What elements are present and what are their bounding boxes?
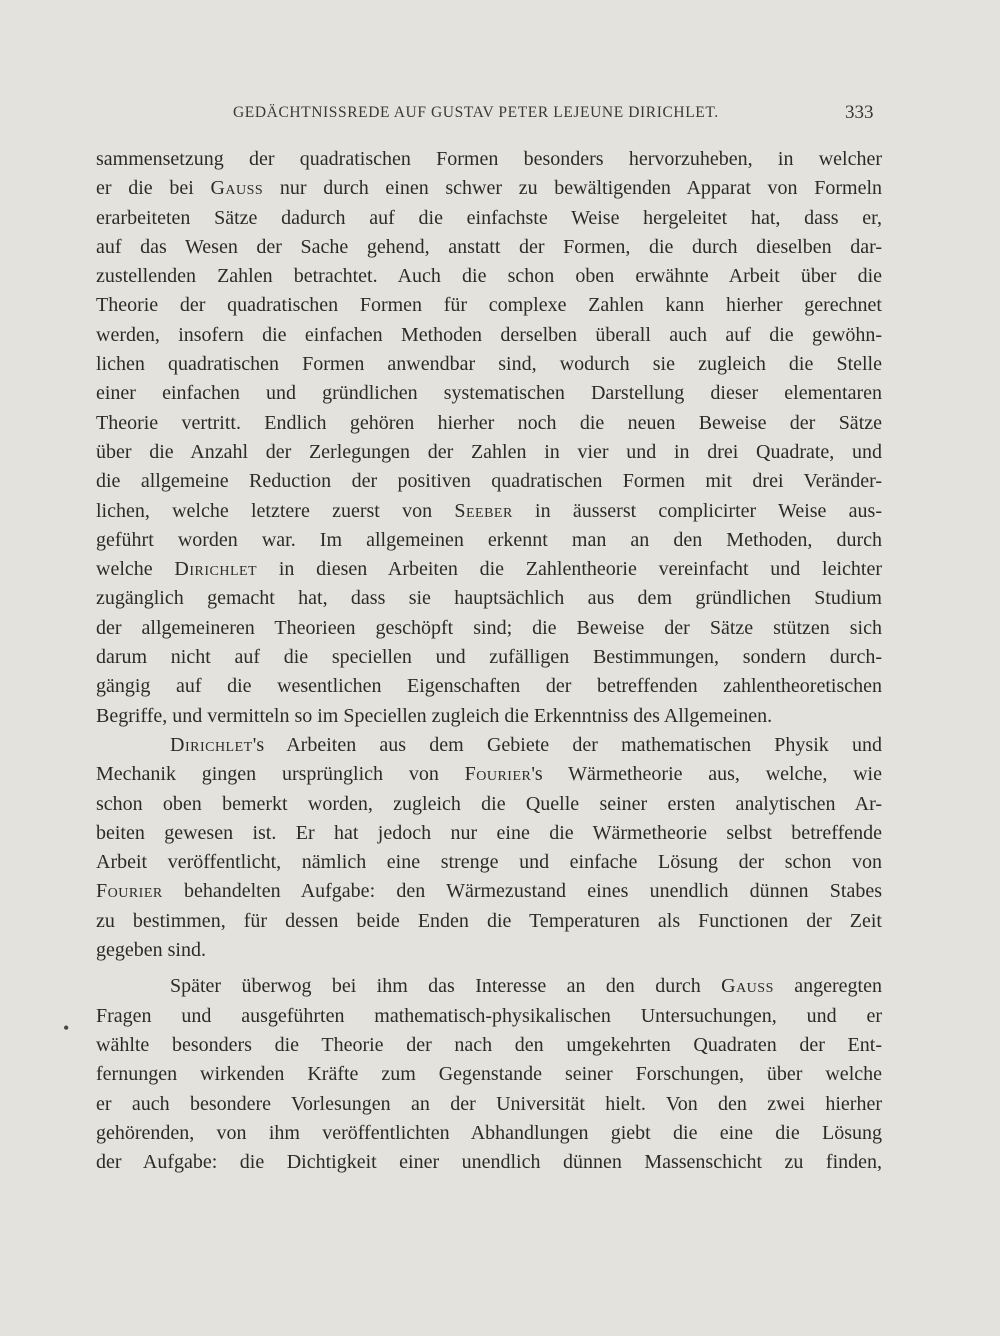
text-line [96, 1060, 882, 1089]
text-line [96, 145, 882, 174]
text-segment: Arbeit veröffentlicht, nämlich eine strenge und einfache Lösung der schon von [96, 851, 882, 874]
text-segment: geführt worden war. Im allgemeinen erkennt man an den Methoden, durch [96, 528, 882, 551]
text-line [96, 790, 882, 819]
text-segment: 's Wärmetheorie aus, welche, wie [531, 763, 882, 786]
text-line [96, 291, 882, 320]
text-segment: auf das Wesen der Sache gehend, anstatt der Formen, die durch dieselben dar- [96, 235, 882, 258]
author-name: Gauss [210, 177, 264, 200]
text-segment: lichen quadratischen Formen anwendbar sind, wodurch sie zugleich die Stelle [96, 353, 882, 376]
author-name: Seeber [454, 499, 513, 522]
text-segment: er die bei [96, 177, 211, 200]
text-line [96, 643, 882, 672]
page-number: 333 [845, 102, 874, 123]
text-line [96, 672, 882, 701]
text-segment: schon oben bemerkt worden, zugleich die Quelle seiner ersten analytischen Ar- [96, 792, 882, 815]
text-line [96, 350, 882, 379]
body-text [96, 145, 882, 1177]
text-segment: gegeben sind. [96, 939, 206, 962]
text-segment: 's Arbeiten aus dem Gebiete der mathematischen Physik und [252, 733, 882, 756]
text-segment: in äusserst complicirter Weise aus- [512, 499, 882, 522]
text-segment: Theorie der quadratischen Formen für complexe Zahlen kann hierher gerechnet [96, 294, 882, 317]
text-segment: zugänglich gemacht hat, dass sie hauptsächlich aus dem gründlichen Studium [96, 587, 882, 610]
text-segment: wählte besonders die Theorie der nach den umgekehrten Quadraten der Ent- [96, 1033, 882, 1056]
text-line [96, 731, 882, 760]
text-segment: fernungen wirkenden Kräfte zum Gegenstande seiner Forschungen, über welche [96, 1063, 882, 1086]
text-segment: Theorie vertritt. Endlich gehören hierher noch die neuen Beweise der Sätze [96, 411, 882, 434]
running-header [0, 104, 1000, 134]
text-line [96, 233, 882, 262]
text-line [96, 555, 882, 584]
text-segment: beiten gewesen ist. Er hat jedoch nur eine die Wärmetheorie selbst betreffende [96, 821, 882, 844]
text-line [96, 467, 882, 496]
text-segment: erarbeiteten Sätze dadurch auf die einfachste Weise hergeleitet hat, dass er, [96, 206, 882, 229]
text-segment: einer einfachen und gründlichen systematischen Darstellung dieser elementaren [96, 382, 882, 405]
text-segment: über die Anzahl der Zerlegungen der Zahlen in vier und in drei Quadrate, und [96, 440, 882, 463]
text-segment: gehörenden, von ihm veröffentlichten Abhandlungen giebt die eine die Lösung [96, 1121, 882, 1144]
text-line [96, 204, 882, 233]
text-line [96, 438, 882, 467]
text-line [96, 877, 882, 906]
author-name: Dirichlet [170, 733, 253, 756]
header-title: GEDÄCHTNISSREDE AUF GUSTAV PETER LEJEUNE DIRICHLET. [233, 104, 719, 121]
text-line [96, 819, 882, 848]
text-line [96, 936, 882, 965]
text-segment: Mechanik gingen ursprünglich von [96, 763, 465, 786]
text-line [96, 907, 882, 936]
text-segment: sammensetzung der quadratischen Formen besonders hervorzuheben, in welcher [96, 148, 882, 170]
author-name: Fourier [96, 880, 163, 903]
text-line [96, 760, 882, 789]
text-segment: Später überwog bei ihm das Interesse an den durch [170, 975, 722, 998]
author-name: Fourier [464, 763, 532, 786]
text-segment: darum nicht auf die speciellen und zufälligen Bestimmungen, sondern durch- [96, 646, 882, 669]
text-line [96, 1148, 882, 1177]
text-line [96, 1119, 882, 1148]
text-segment: die allgemeine Reduction der positiven quadratischen Formen mit drei Veränder- [96, 470, 882, 493]
text-line [96, 409, 882, 438]
text-line [96, 321, 882, 350]
text-line [96, 526, 882, 555]
author-name: Dirichlet [174, 558, 258, 581]
text-segment: gängig auf die wesentlichen Eigenschaften der betreffenden zahlentheoretischen [96, 675, 882, 698]
text-line [96, 497, 882, 526]
text-segment: angeregten [773, 975, 882, 998]
text-line [96, 702, 882, 731]
text-segment: nur durch einen schwer zu bewältigenden Apparat von Formeln [263, 177, 882, 200]
paragraph-spacer [96, 965, 882, 972]
text-segment: behandelten Aufgabe: den Wärmezustand eines unendlich dünnen Stabes [162, 880, 882, 903]
text-line [96, 848, 882, 877]
text-segment: zustellenden Zahlen betrachtet. Auch die schon oben erwähnte Arbeit über die [96, 265, 882, 288]
text-line [96, 379, 882, 408]
text-segment: zu bestimmen, für dessen beide Enden die Temperaturen als Functionen der Zeit [96, 909, 882, 932]
text-segment: er auch besondere Vorlesungen an der Universität hielt. Von den zwei hierher [96, 1092, 882, 1115]
text-segment: der allgemeineren Theorieen geschöpft sind; die Beweise der Sätze stützen sich [96, 616, 882, 639]
text-segment: lichen, welche letztere zuerst von [96, 499, 455, 522]
text-line [96, 174, 882, 203]
text-segment: Fragen und ausgeführten mathematisch-physikalischen Untersuchungen, und er [96, 1004, 882, 1027]
text-line [96, 1002, 882, 1031]
author-name: Gauss [721, 975, 774, 998]
text-line [96, 614, 882, 643]
margin-mark: • [63, 1018, 70, 1038]
text-line [96, 1090, 882, 1119]
text-segment: welche [96, 558, 175, 581]
text-line [96, 1031, 882, 1060]
text-segment: der Aufgabe: die Dichtigkeit einer unendlich dünnen Massenschicht zu finden, [96, 1151, 882, 1174]
text-segment: werden, insofern die einfachen Methoden derselben überall auch auf die gewöhn- [96, 323, 882, 346]
text-line [96, 262, 882, 291]
text-segment: Begriffe, und vermitteln so im Speciellen zugleich die Erkenntniss des Allgemeinen. [96, 704, 773, 727]
text-line [96, 972, 882, 1001]
text-line [96, 584, 882, 613]
text-segment: in diesen Arbeiten die Zahlentheorie vereinfacht und leichter [257, 558, 882, 581]
